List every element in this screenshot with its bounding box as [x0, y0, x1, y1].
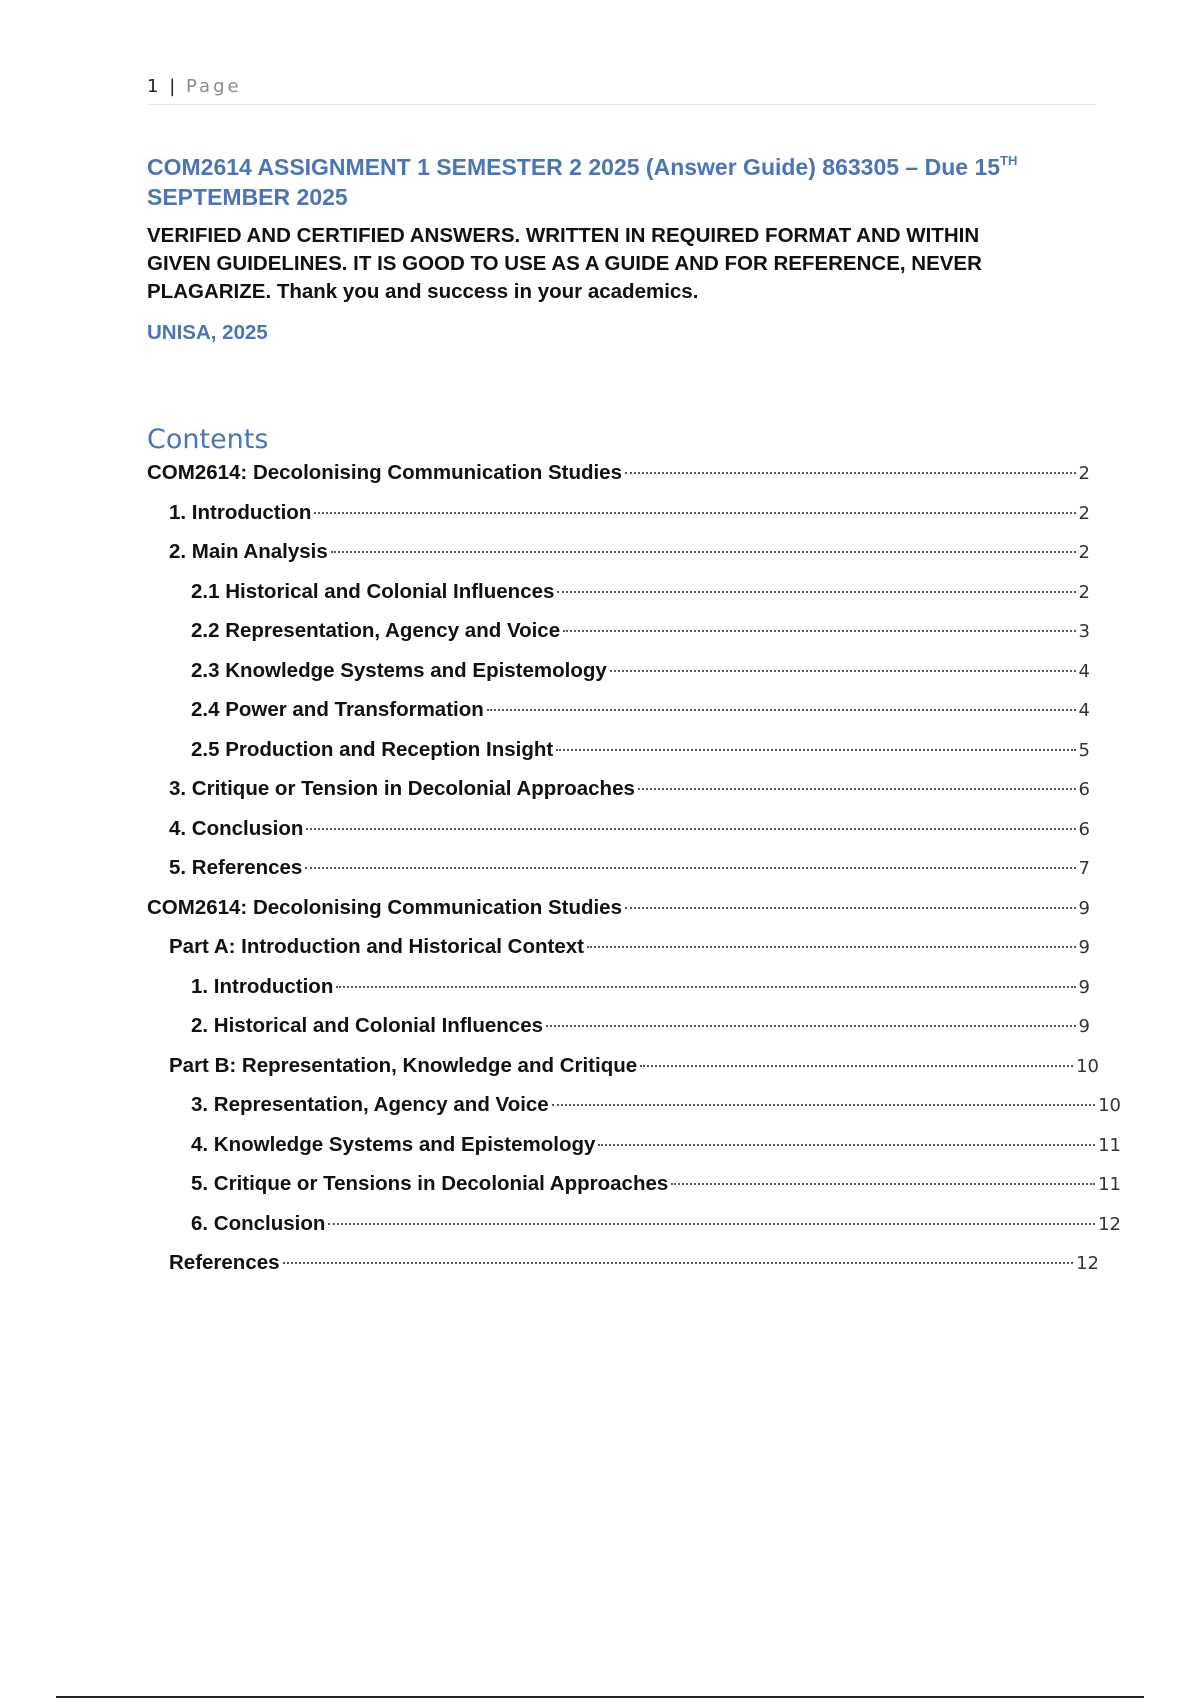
toc-dot-leader — [557, 591, 1075, 593]
toc-entry-page: 4 — [1078, 660, 1090, 682]
toc-dot-leader — [546, 1025, 1076, 1027]
toc-entry-page: 5 — [1078, 739, 1090, 761]
toc-entry-page: 10 — [1076, 1055, 1099, 1077]
toc-dot-leader — [336, 986, 1075, 988]
toc-entry[interactable] — [147, 896, 1090, 936]
toc-entry-page: 6 — [1078, 818, 1090, 840]
page-word: Page — [186, 76, 242, 97]
toc-entry-label: COM2614: Decolonising Communication Studies — [147, 461, 622, 484]
contents-heading: Contents — [147, 424, 269, 455]
toc-entry-page: 9 — [1078, 976, 1090, 998]
toc-entry-label: 2.4 Power and Transformation — [191, 698, 484, 721]
toc-entry-label: Part B: Representation, Knowledge and Critique — [169, 1053, 638, 1077]
toc-entry-label: 4. Conclusion — [169, 816, 304, 840]
notice-line-2: GIVEN GUIDELINES. IT IS GOOD TO USE AS A GUIDE AND FOR REFERENCE, NEVER — [147, 252, 982, 275]
toc-entry-page: 2 — [1078, 542, 1090, 563]
toc-dot-leader — [306, 828, 1075, 830]
toc-entry-label: 3. Representation, Agency and Voice — [191, 1093, 549, 1116]
toc-dot-leader — [328, 1223, 1095, 1225]
toc-entry[interactable] — [147, 777, 1090, 817]
toc-dot-leader — [331, 551, 1076, 553]
toc-entry[interactable] — [147, 619, 1090, 659]
toc-dot-leader — [625, 907, 1076, 909]
toc-dot-leader — [638, 788, 1076, 790]
toc-entry-label: COM2614: Decolonising Communication Studies — [147, 895, 622, 919]
toc-entry-label: 2. Historical and Colonial Influences — [191, 1014, 543, 1037]
toc-dot-leader — [487, 709, 1076, 711]
notice-line-3: PLAGARIZE. Thank you and success in your academics. — [147, 280, 699, 303]
toc-entry-label: References — [169, 1251, 280, 1274]
institution-year: UNISA, 2025 — [147, 321, 268, 344]
toc-entry-page: 11 — [1098, 1134, 1121, 1156]
toc-entry-page: 3 — [1078, 621, 1090, 642]
toc-entry[interactable] — [147, 738, 1090, 778]
toc-entry-label: 6. Conclusion — [191, 1211, 326, 1235]
document-title — [147, 146, 1107, 212]
toc-entry-page: 4 — [1078, 700, 1090, 721]
toc-entry-page: 11 — [1098, 1174, 1121, 1195]
toc-entry[interactable] — [147, 698, 1090, 738]
title-superscript: TH — [1000, 153, 1018, 168]
page-number: 1 — [147, 76, 159, 97]
toc-entry-label: 2.3 Knowledge Systems and Epistemology — [191, 658, 607, 682]
toc-dot-leader — [556, 749, 1075, 751]
toc-entry[interactable] — [147, 975, 1090, 1015]
toc-entry-label: 1. Introduction — [191, 974, 334, 998]
toc-dot-leader — [314, 512, 1075, 514]
toc-entry[interactable] — [147, 540, 1090, 580]
toc-entry-page: 6 — [1078, 779, 1090, 800]
toc-dot-leader — [671, 1183, 1095, 1185]
disclaimer-notice — [147, 222, 1097, 306]
toc-entry[interactable] — [147, 1172, 1121, 1212]
toc-entry-page: 12 — [1076, 1253, 1099, 1274]
title-text: COM2614 ASSIGNMENT 1 SEMESTER 2 2025 (Answer Guide) 863305 – Due 15 — [147, 154, 1001, 180]
toc-entry-label: 2.2 Representation, Agency and Voice — [191, 619, 561, 642]
toc-entry[interactable] — [147, 461, 1090, 501]
toc-entry-label: 2.5 Production and Reception Insight — [191, 737, 554, 761]
toc-entry-page: 9 — [1078, 1016, 1090, 1037]
header-separator: | — [169, 76, 176, 97]
toc-dot-leader — [640, 1065, 1073, 1067]
toc-entry-page: 2 — [1078, 502, 1090, 524]
toc-dot-leader — [587, 946, 1076, 948]
toc-entry[interactable] — [147, 580, 1090, 620]
toc-entry-label: 3. Critique or Tension in Decolonial Approaches — [169, 777, 635, 800]
notice-line-1: VERIFIED AND CERTIFIED ANSWERS. WRITTEN IN REQUIRED FORMAT AND WITHIN — [147, 224, 980, 247]
toc-entry[interactable] — [147, 1133, 1121, 1173]
table-of-contents — [147, 461, 1121, 1291]
toc-entry[interactable] — [147, 856, 1090, 896]
toc-entry-label: 4. Knowledge Systems and Epistemology — [191, 1132, 596, 1156]
toc-entry[interactable] — [147, 1251, 1099, 1291]
toc-entry[interactable] — [147, 1212, 1121, 1252]
page-header — [147, 76, 1095, 105]
toc-entry[interactable] — [147, 1093, 1121, 1133]
toc-entry-label: 5. References — [169, 856, 303, 879]
toc-entry-page: 10 — [1098, 1095, 1121, 1116]
toc-dot-leader — [305, 867, 1075, 869]
toc-dot-leader — [552, 1104, 1095, 1106]
toc-entry-label: 1. Introduction — [169, 500, 312, 524]
toc-dot-leader — [598, 1144, 1095, 1146]
toc-entry-label: 2. Main Analysis — [169, 540, 328, 563]
toc-entry-page: 12 — [1098, 1213, 1121, 1235]
bottom-divider — [56, 1696, 1144, 1698]
toc-entry[interactable] — [147, 1054, 1099, 1094]
title-line-2: SEPTEMBER 2025 — [147, 184, 348, 210]
toc-entry-label: 2.1 Historical and Colonial Influences — [191, 579, 555, 603]
toc-dot-leader — [563, 630, 1075, 632]
toc-entry[interactable] — [147, 501, 1090, 541]
toc-entry-page: 7 — [1078, 858, 1090, 879]
toc-entry[interactable] — [147, 659, 1090, 699]
toc-dot-leader — [283, 1262, 1074, 1264]
toc-entry[interactable] — [147, 1014, 1090, 1054]
toc-entry-page: 2 — [1078, 581, 1090, 603]
toc-entry-label: Part A: Introduction and Historical Context — [169, 935, 584, 958]
toc-entry-label: 5. Critique or Tensions in Decolonial Approaches — [191, 1172, 669, 1195]
toc-entry-page: 2 — [1078, 463, 1090, 484]
toc-entry[interactable] — [147, 817, 1090, 857]
toc-dot-leader — [625, 472, 1076, 474]
toc-entry-page: 9 — [1078, 937, 1090, 958]
toc-entry[interactable] — [147, 935, 1090, 975]
toc-entry-page: 9 — [1078, 897, 1090, 919]
toc-dot-leader — [610, 670, 1076, 672]
